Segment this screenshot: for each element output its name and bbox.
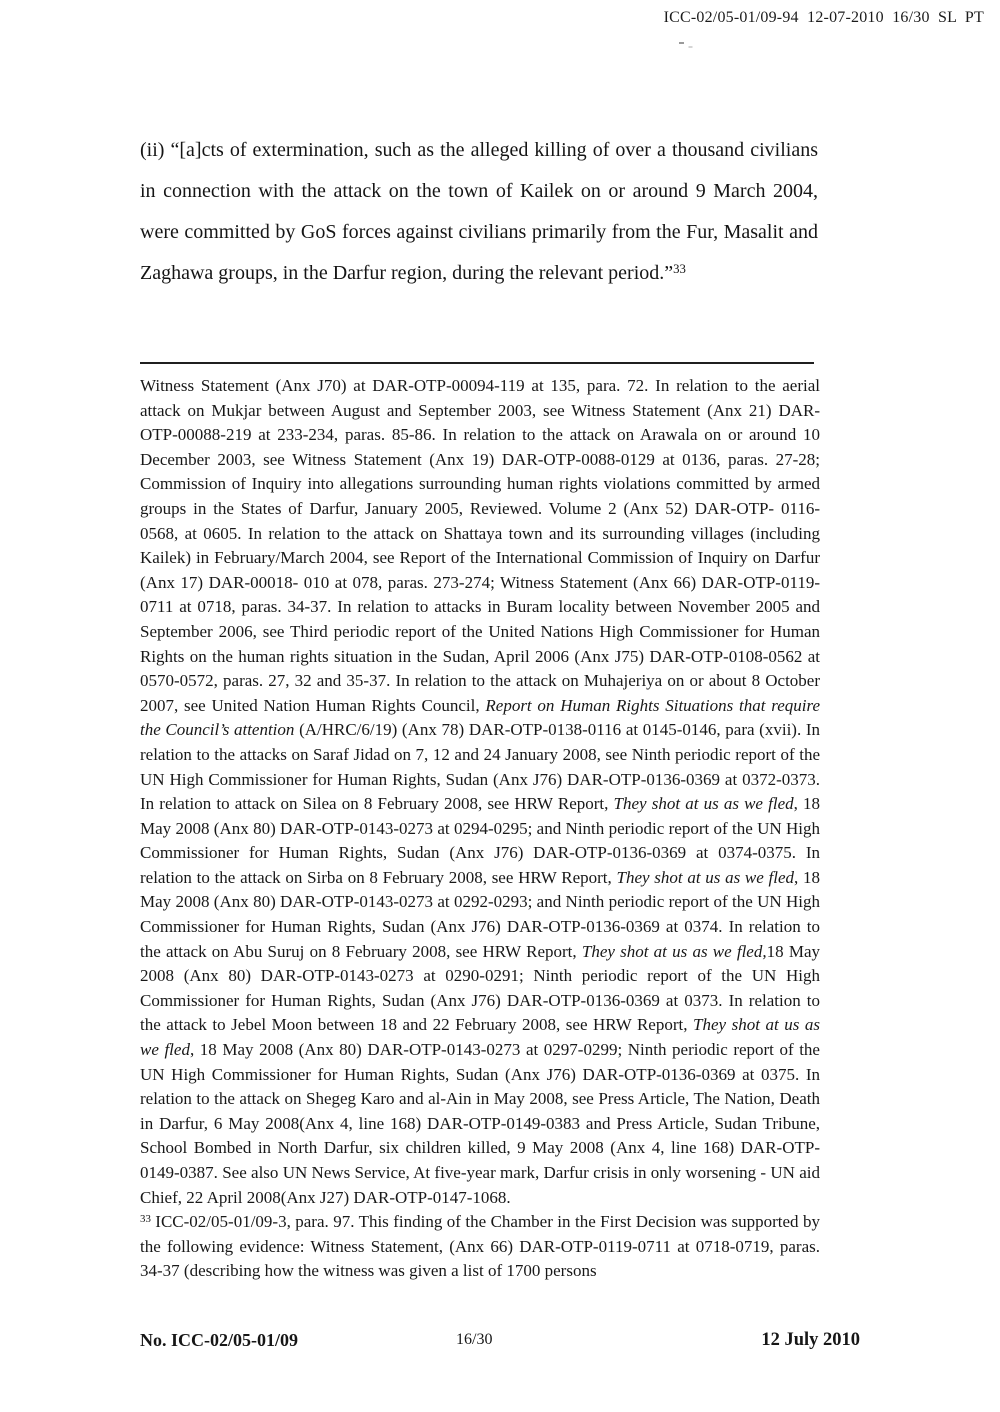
footer-page-number: 16/30	[456, 1331, 493, 1348]
footnote-continuation: Witness Statement (Anx J70) at DAR-OTP-00094-119 at 135, para. 72. In relation to the aerial attack on Mukjar between August and September 2003, see Witness Statement (Anx 21) DAR-OTP-00088-219 at 233-234, paras. 85-86. In relation to the attack on Arawala on or around 10 December 2003, see Witness Statement (Anx 19) DAR-OTP-0088-0129 at 0136, paras. 27-28; Commission of Inquiry into allegations surrounding human rights violations committed by armed groups in the States of Darfur, January 2005, Reviewed. Volume 2 (Anx 52) DAR-OTP- 0116-0568, at 0605. In relation to the attack on Shattaya town and its surrounding villages (including Kailek) in February/March 2004, see Report of the International Commission of Inquiry on Darfur (Anx 17) DAR-00018- 010 at 078, paras. 273-274; Witness Statement (Anx 66) DAR-OTP-0119-0711 at 0718, paras. 34-37. In relation to attacks in Buram locality between November 2005 and September 2006, see Third periodic report of the United Nations High Commissioner for Human Rights on the human rights situation in the Sudan, April 2006 (Anx J75) DAR-OTP-0108-0562 at 0570-0572, paras. 27, 32 and 35-37. In relation to the attack on Muhajeriya on or about 8 October 2007, see United Nation Human Rights Council, Report on Human Rights Situations that require the Council’s attention (A/HRC/6/19) (Anx 78) DAR-OTP-0138-0116 at 0145-0146, para (xvii). In relation to the attacks on Saraf Jidad on 7, 12 and 24 January 2008, see Ninth periodic report of the UN High Commissioner for Human Rights, Sudan (Anx J76) DAR-OTP-0136-0369 at 0372-0373. In relation to attack on Silea on 8 February 2008, see HRW Report, They shot at us as we fled, 18 May 2008 (Anx 80) DAR-OTP-0143-0273 at 0294-0295; and Ninth periodic report of the UN High Commissioner for Human Rights, Sudan (Anx J76) DAR-OTP-0136-0369 at 0374-0375. In relation to the attack on Sirba on 8 February 2008, see HRW Report, They shot at us as we fled, 18 May 2008 (Anx 80) DAR-OTP-0143-0273 at 0292-0293; and Ninth periodic report of the UN High Commissioner for Human Rights, Sudan (Anx J76) DAR-OTP-0136-0369 at 0374. In relation to the attack on Abu Suruj on 8 February 2008, see HRW Report, They shot at us as we fled,18 May 2008 (Anx 80) DAR-OTP-0143-0273 at 0290-0291; Ninth periodic report of the UN High Commissioner for Human Rights, Sudan (Anx J76) DAR-OTP-0136-0369 at 0373. In relation to the attack to Jebel Moon between 18 and 22 February 2008, see HRW Report, They shot at us as we fled, 18 May 2008 (Anx 80) DAR-OTP-0143-0273 at 0297-0299; Ninth periodic report of the UN High Commissioner for Human Rights, Sudan (Anx J76) DAR-OTP-0136-0369 at 0375. In relation to the attack on Shegeg Karo and al-Ain in May 2008, see Press Article, The Nation, Death in Darfur, 6 May 2008(Anx 4, line 168) DAR-OTP-0149-0383 and Press Article, Sudan Tribune, School Bombed in North Darfur, six children killed, 9 May 2008 (Anx 4, line 168) DAR-OTP-0149-0387. See also UN News Service, At five-year mark, Darfur crisis in only worsening - UN aid Chief, 22 April 2008(Anx J27) DAR-OTP-0147-1068.	[140, 376, 821, 1207]
footnote-33: $^{33}$ ICC-02/05-01/09-3, para. 97. This finding of the Chamber in the First Decision was supported by the following evidence: Witness Statement, (Anx 66) DAR-OTP-0119-0711 at 0718-0719, paras. 34-37 (describing how the witness was given a list of 1700 persons	[140, 1212, 820, 1281]
header-stamp: ICC-02/05-01/09-94 12-07-2010 16/30 SL PT	[663, 9, 984, 26]
footer-date: 12 July 2010	[761, 1330, 860, 1350]
scan-artifact	[679, 42, 684, 44]
footnotes-section	[140, 374, 820, 1284]
footer-case-number: No. ICC-02/05-01/09	[140, 1330, 298, 1350]
main-paragraph: (ii) “[a]cts of extermination, such as the alleged killing of over a thousand civilians in connection with the attack on the town of Kailek on or around 9 March 2004, were committed by GoS forces against civilians primarily from the Fur, Masalit and Zaghawa groups, in the Darfur region, during the relevant period.”$^{33}$	[140, 139, 818, 284]
page-footer	[140, 1330, 860, 1360]
footnote-separator	[140, 362, 814, 364]
